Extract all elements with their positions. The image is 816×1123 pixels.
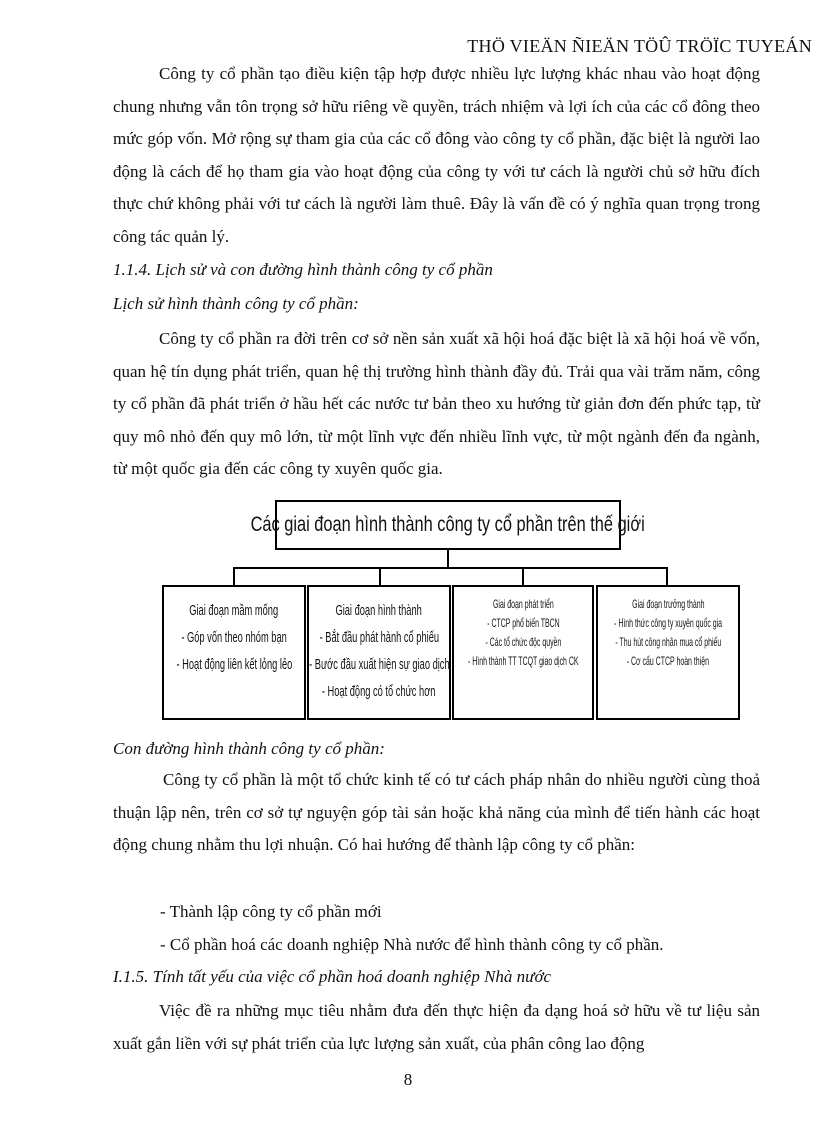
stage-1-item: - Góp vốn theo nhóm bạn [181, 629, 287, 646]
stage-3-title: Giai đoạn phát triển [492, 597, 554, 611]
diagram-title-box [250, 500, 646, 550]
bullet-equitization: - Cổ phần hoá các doanh nghiệp Nhà nước để hình thành công ty cổ phần. [160, 935, 664, 954]
stage-3-item: - CTCP phổ biến TBCN [486, 616, 560, 630]
stage-2-item: - Bắt đầu phát hành cổ phiếu [319, 629, 439, 646]
stage-2-item: - Hoạt động có tổ chức hơn [322, 683, 436, 700]
connector-horizontal [233, 567, 667, 569]
section-heading-1-1-4: 1.1.4. Lịch sử và con đường hình thành công ty cổ phần [113, 260, 493, 279]
paragraph-necessity: Việc đề ra những mục tiêu nhằm đưa đến thực hiện đa dạng hoá sở hữu về tư liệu sản xuất gắn liền với sự phát triển của lực lượng sản xuất, của phân công lao động [113, 1001, 760, 1053]
connector-stage-1 [233, 567, 235, 585]
paragraph-history: Công ty cổ phần ra đời trên cơ sở nền sản xuất xã hội hoá đặc biệt là xã hội hoá về vốn, quan hệ tín dụng phát triển, quan hệ thị trường hình thành đầy đủ. Trải qua vài trăm năm, công ty cổ phần đã phát triển ở hầu hết các nước tư bản theo xu hướng từ giản đơn đến phức tạp, từ quy mô nhỏ đến quy mô lớn, từ một lĩnh vực đến nhiều lĩnh vực, từ một ngành đến đa ngành, từ một quốc gia đến các công ty xuyên quốc gia. [113, 329, 760, 479]
connector-stage-4 [666, 567, 668, 585]
stage-2-item: - Bước đầu xuất hiện sự giao dịch [308, 656, 450, 673]
page-number: 8 [403, 1070, 413, 1089]
stage-4-title: Giai đoạn trưởng thành [631, 597, 705, 611]
stage-1-item: - Hoạt động liên kết lỏng lẻo [176, 656, 292, 673]
page-header: THÖ VIEÄN ÑIEÄN TÖÛ TRÖÏC TUYEÁN [467, 36, 812, 56]
stage-box-development [452, 585, 594, 720]
stage-4-item: - Cơ cấu CTCP hoàn thiện [626, 654, 710, 668]
subheading-history: Lịch sử hình thành công ty cổ phần: [113, 294, 359, 313]
bullet-new-company: - Thành lập công ty cổ phần mới [160, 902, 382, 921]
stage-box-maturity [596, 585, 740, 720]
stage-box-formation [307, 585, 451, 720]
diagram-title: Các giai đoạn hình thành công ty cổ phần trên thế giới [250, 513, 646, 536]
paragraph-path: Công ty cổ phần là một tổ chức kinh tế có tư cách pháp nhân do nhiều người cùng thoả thuận lập nên, trên cơ sở tự nguyện góp tài sản hoặc khả năng của mình để tiến hành các hoạt động chung nhằm thu lợi nhuận. Có hai hướng để thành lập công ty cổ phần: [113, 770, 760, 855]
stage-2-title: Giai đoạn hình thành [335, 602, 423, 619]
stage-3-item: - Các tổ chức độc quyền [485, 635, 561, 649]
connector-stage-3 [522, 567, 524, 585]
stage-4-item: - Hình thức công ty xuyên quốc gia [614, 616, 722, 630]
connector-stage-2 [379, 567, 381, 585]
stage-3-item: - Hình thành TT TCQT giao dịch CK [467, 654, 579, 668]
stage-4-item: - Thu hút công nhân mua cổ phiếu [615, 635, 721, 649]
stage-box-embryonic [162, 585, 306, 720]
subheading-path: Con đường hình thành công ty cổ phần: [113, 739, 385, 758]
paragraph-shareholders: Công ty cổ phần tạo điều kiện tập hợp được nhiều lực lượng khác nhau vào hoạt động chung nhưng vẫn tôn trọng sở hữu riêng về quyền, trách nhiệm và lợi ích của các cổ đông theo mức góp vốn. Mở rộng sự tham gia của các cổ đông vào công ty cổ phần, đặc biệt là người lao động là cách để họ tham gia vào hoạt động của công ty với tư cách là người chủ sở hữu đích thực chứ không phải với tư cách là người làm thuê. Đây là vấn đề có ý nghĩa quan trọng trong công tác quản lý. [113, 64, 760, 246]
section-heading-1-1-5: I.1.5. Tính tất yếu của việc cổ phần hoá doanh nghiệp Nhà nước [113, 967, 552, 986]
connector-vertical [447, 550, 449, 568]
stage-1-title: Giai đoạn mầm mống [189, 602, 279, 619]
